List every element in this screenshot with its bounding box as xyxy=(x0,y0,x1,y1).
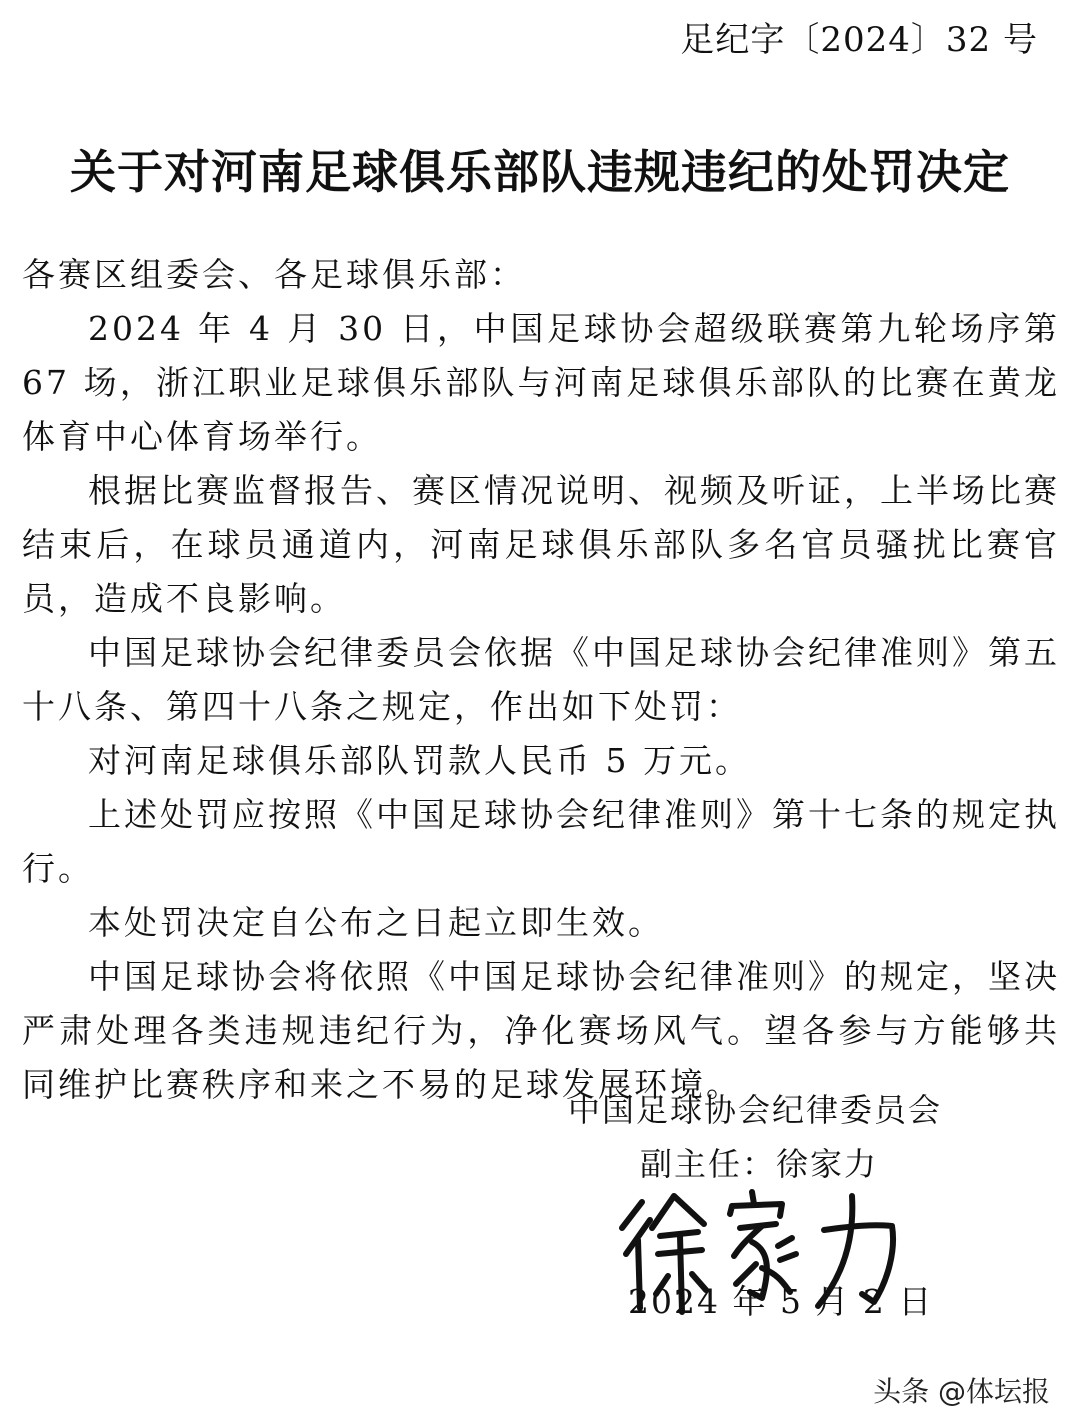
paragraph-effective: 本处罚决定自公布之日起立即生效。 xyxy=(88,903,664,942)
paragraph-penalty: 对河南足球俱乐部队罚款人民币 5 万元。 xyxy=(88,741,751,780)
signing-organization: 中国足球协会纪律委员会 xyxy=(568,1091,943,1129)
paragraph-legal-basis: 中国足球协会纪律委员会依据《中国足球协会纪律准则》第五十八条、第四十八条之规定，作出如下处罚： xyxy=(22,633,1060,726)
signer-title: 副主任：徐家力 xyxy=(640,1145,879,1183)
document-number: 足纪字〔2024〕32 号 xyxy=(680,20,1038,60)
watermark: 头条 @体坛报 xyxy=(873,1375,1050,1408)
signature-date: 2024 年 5 月 2 日 xyxy=(628,1282,934,1321)
document-title: 关于对河南足球俱乐部队违规违纪的处罚决定 xyxy=(70,145,1010,199)
salutation: 各赛区组委会、各足球俱乐部： xyxy=(22,255,526,294)
paragraph-execution: 上述处罚应按照《中国足球协会纪律准则》第十七条的规定执行。 xyxy=(22,795,1060,888)
paragraph-findings: 根据比赛监督报告、赛区情况说明、视频及听证，上半场比赛结束后，在球员通道内，河南足球俱乐部队多名官员骚扰比赛官员，造成不良影响。 xyxy=(22,471,1060,618)
paragraph-closing: 中国足球协会将依照《中国足球协会纪律准则》的规定，坚决严肃处理各类违规违纪行为，净化赛场风气。望各参与方能够共同维护比赛秩序和来之不易的足球发展环境。 xyxy=(22,957,1060,1104)
document-body xyxy=(22,248,1060,1112)
paragraph-match-info: 2024 年 4 月 30 日，中国足球协会超级联赛第九轮场序第 67 场，浙江职业足球俱乐部队与河南足球俱乐部队的比赛在黄龙体育中心体育场举行。 xyxy=(22,309,1060,456)
